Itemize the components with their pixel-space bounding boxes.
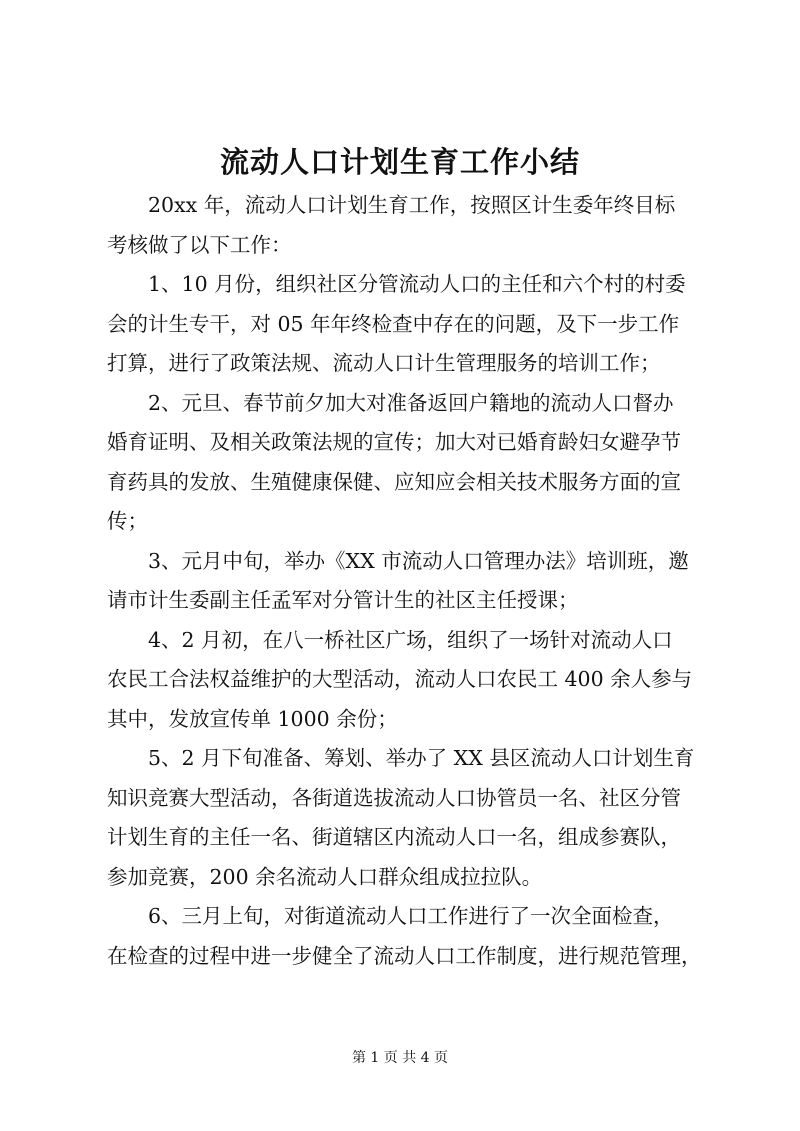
text-line: 在检查的过程中进一步健全了流动人口工作制度，进行规范管理， — [107, 943, 702, 968]
paragraph-item-6 — [107, 897, 707, 976]
text-line: 考核做了以下工作： — [107, 232, 292, 257]
paragraph-item-4 — [107, 621, 707, 740]
text-line: 传； — [107, 509, 148, 533]
paragraph-item-5 — [107, 739, 707, 897]
text-line: 会的计生专干，对 05 年年终检查中存在的问题，及下一步工作 — [107, 311, 680, 336]
paragraph-item-3 — [107, 542, 707, 621]
text-line: 知识竞赛大型活动，各街道选拔流动人口协管员一名、社区分管 — [107, 785, 681, 810]
text-line: 参加竞赛，200 余名流动人口群众组成拉拉队。 — [107, 864, 543, 889]
paragraph-intro — [107, 186, 707, 265]
paragraph-item-2 — [107, 384, 707, 542]
text-line: 3、元月中旬，举办《XX 市流动人口管理办法》培训班，邀 — [107, 548, 689, 573]
text-line: 打算，进行了政策法规、流动人口计生管理服务的培训工作； — [107, 351, 661, 375]
paragraph-item-1 — [107, 265, 707, 384]
text-line: 6、三月上旬，对街道流动人口工作进行了一次全面检查， — [107, 904, 674, 928]
document-body — [107, 186, 707, 976]
text-line: 20xx 年，流动人口计划生育工作，按照区计生委年终目标 — [107, 193, 676, 217]
text-line: 4、2 月初，在八一桥社区广场，组织了一场针对流动人口 — [107, 627, 673, 652]
document-title: 流动人口计划生育工作小结 — [219, 145, 580, 179]
page-footer: 第 1 页 共 4 页 — [351, 1050, 449, 1066]
text-line: 请市计生委副主任孟军对分管计生的社区主任授课； — [107, 588, 579, 612]
text-line: 计划生育的主任一名、街道辖区内流动人口一名，组成参赛队， — [107, 825, 681, 849]
text-line: 2、元旦、春节前夕加大对准备返回户籍地的流动人口督办 — [107, 390, 674, 415]
text-line: 农民工合法权益维护的大型活动，流动人口农民工 400 余人参与 — [107, 667, 693, 691]
text-line: 5、2 月下旬准备、筹划、举办了 XX 县区流动人口计划生育 — [107, 746, 695, 770]
text-line: 其中，发放宣传单 1000 余份； — [107, 706, 398, 731]
text-line: 婚育证明、及相关政策法规的宣传；加大对已婚育龄妇女避孕节 — [107, 430, 681, 454]
text-line: 育药具的发放、生殖健康保健、应知应会相关技术服务方面的宣 — [107, 469, 681, 494]
text-line: 1、10 月份，组织社区分管流动人口的主任和六个村的村委 — [107, 272, 686, 296]
